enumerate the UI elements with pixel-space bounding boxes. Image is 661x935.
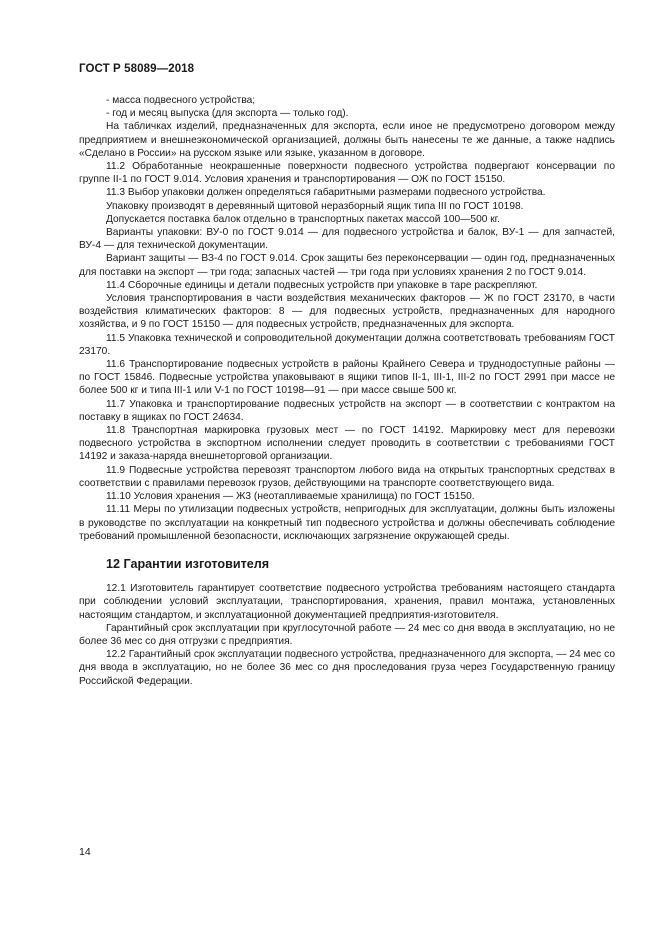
paragraph: Упаковку производят в деревянный щитовой неразборный ящик типа III по ГОСТ 10198. — [106, 200, 524, 212]
clause-12-2: 12.2 Гарантийный срок эксплуатации подвесного устройства, предназначенного для экспорта, — 24 мес со дня ввода в эксплуатацию, но не более 36 мес со дня проследования груза через Государственную границу Российской Федерации. — [79, 649, 615, 687]
list-item: - год и месяц выпуска (для экспорта — только год). — [106, 108, 349, 120]
page-number: 14 — [79, 846, 91, 858]
clause-11-8: 11.8 Транспортная маркировка грузовых мест — по ГОСТ 14192. Маркировку мест для перевозки подвесного устройства в экспортном исполнении следует проводить в соответствии с требованиями ГОСТ 14192 и заказа-наряда внешнеторговой организации. — [79, 425, 615, 463]
document-header: ГОСТ Р 58089—2018 — [79, 63, 195, 75]
paragraph: Вариант защиты — ВЗ-4 по ГОСТ 9.014. Срок защиты без переконсервации — один год, предназначенных для поставки на экспорт — три года; запасных частей — три года при условиях хранения 2 по ГОСТ 9.014. — [79, 253, 615, 278]
list-item: - масса подвесного устройства; — [106, 95, 256, 106]
clause-11-10: 11.10 Условия хранения — Ж3 (неотапливаемые хранилища) по ГОСТ 15150. — [106, 491, 475, 503]
clause-11-5: 11.5 Упаковка технической и сопроводительной документации должна соответствовать требованиям ГОСТ 23170. — [79, 332, 615, 357]
clause-11-3: 11.3 Выбор упаковки должен определяться габаритными размерами подвесного устройства. — [106, 187, 546, 199]
clause-11-9: 11.9 Подвесные устройства перевозят транспортом любого вида на открытых транспортных средствах в соответствии с правилами перевозок грузов, действующими на транспорте соответствующего вида. — [79, 464, 615, 489]
clause-11-7: 11.7 Упаковка и транспортирование подвесных устройств на экспорт — в соответствии с контрактом на поставку в ящиках по ГОСТ 24634. — [79, 398, 615, 423]
document-body — [79, 94, 615, 688]
section-title: 12 Гарантии изготовителя — [106, 556, 270, 571]
clause-11-11: 11.11 Меры по утилизации подвесных устройств, непригодных для эксплуатации, должны быть изложены в руководстве по эксплуатации на конкретный тип подвесного устройства и должны обеспечивать соблюдение требований промышленной безопасности, исключающих загрязнение окружающей среды. — [79, 504, 615, 542]
paragraph: Условия транспортирования в части воздействия механических факторов — Ж по ГОСТ 23170, в части воздействия климатических факторов: 8 — для подвесных устройств, предназначенных для народного хозяйства, и 9 по ГОСТ 15150 — для подвесных устройств, предназначенных для экспорта. — [79, 293, 615, 331]
paragraph: Допускается поставка балок отдельно в транспортных пакетах массой 100—500 кг. — [106, 213, 500, 225]
clause-11-2: 11.2 Обработанные неокрашенные поверхности подвесного устройства подвергают консервации по группе II-1 по ГОСТ 9.014. Условия хранения и транспортирования — ОЖ по ГОСТ 15150. — [79, 161, 615, 186]
clause-12-1: 12.1 Изготовитель гарантирует соответствие подвесного устройства требованиям настоящего стандарта при соблюдении условий эксплуатации, транспортирования, хранения, правил монтажа, установленных настоящим стандартом, и эксплуатационной документацией предприятия-изготовителя. — [79, 583, 615, 621]
clause-11-4: 11.4 Сборочные единицы и детали подвесных устройств при упаковке в таре раскрепляют. — [106, 279, 538, 291]
clause-11-6: 11.6 Транспортирование подвесных устройств в районы Крайнего Севера и труднодоступные районы — по ГОСТ 15846. Подвесные устройства упаковывают в ящики типов II-1, III-1, III-2 по ГОСТ 2991 при массе не более 500 кг и типа III-1 или V-1 по ГОСТ 10198—91 — при массе свыше 500 кг. — [79, 359, 615, 397]
paragraph: На табличках изделий, предназначенных для экспорта, если иное не предусмотрено договором между предприятием и внешнеэкономической организацией, должны быть нанесены те же данные, а также надпись «Сделано в России» на русском языке или языке, указанном в договоре. — [79, 121, 615, 159]
paragraph: Варианты упаковки: ВУ-0 по ГОСТ 9.014 — для подвесного устройства и балок, ВУ-1 — для запчастей, ВУ-4 — для технической документации. — [79, 227, 615, 252]
paragraph: Гарантийный срок эксплуатации при круглосуточной работе — 24 мес со дня ввода в эксплуатацию, но не более 36 мес со дня отгрузки с предприятия. — [79, 622, 615, 647]
